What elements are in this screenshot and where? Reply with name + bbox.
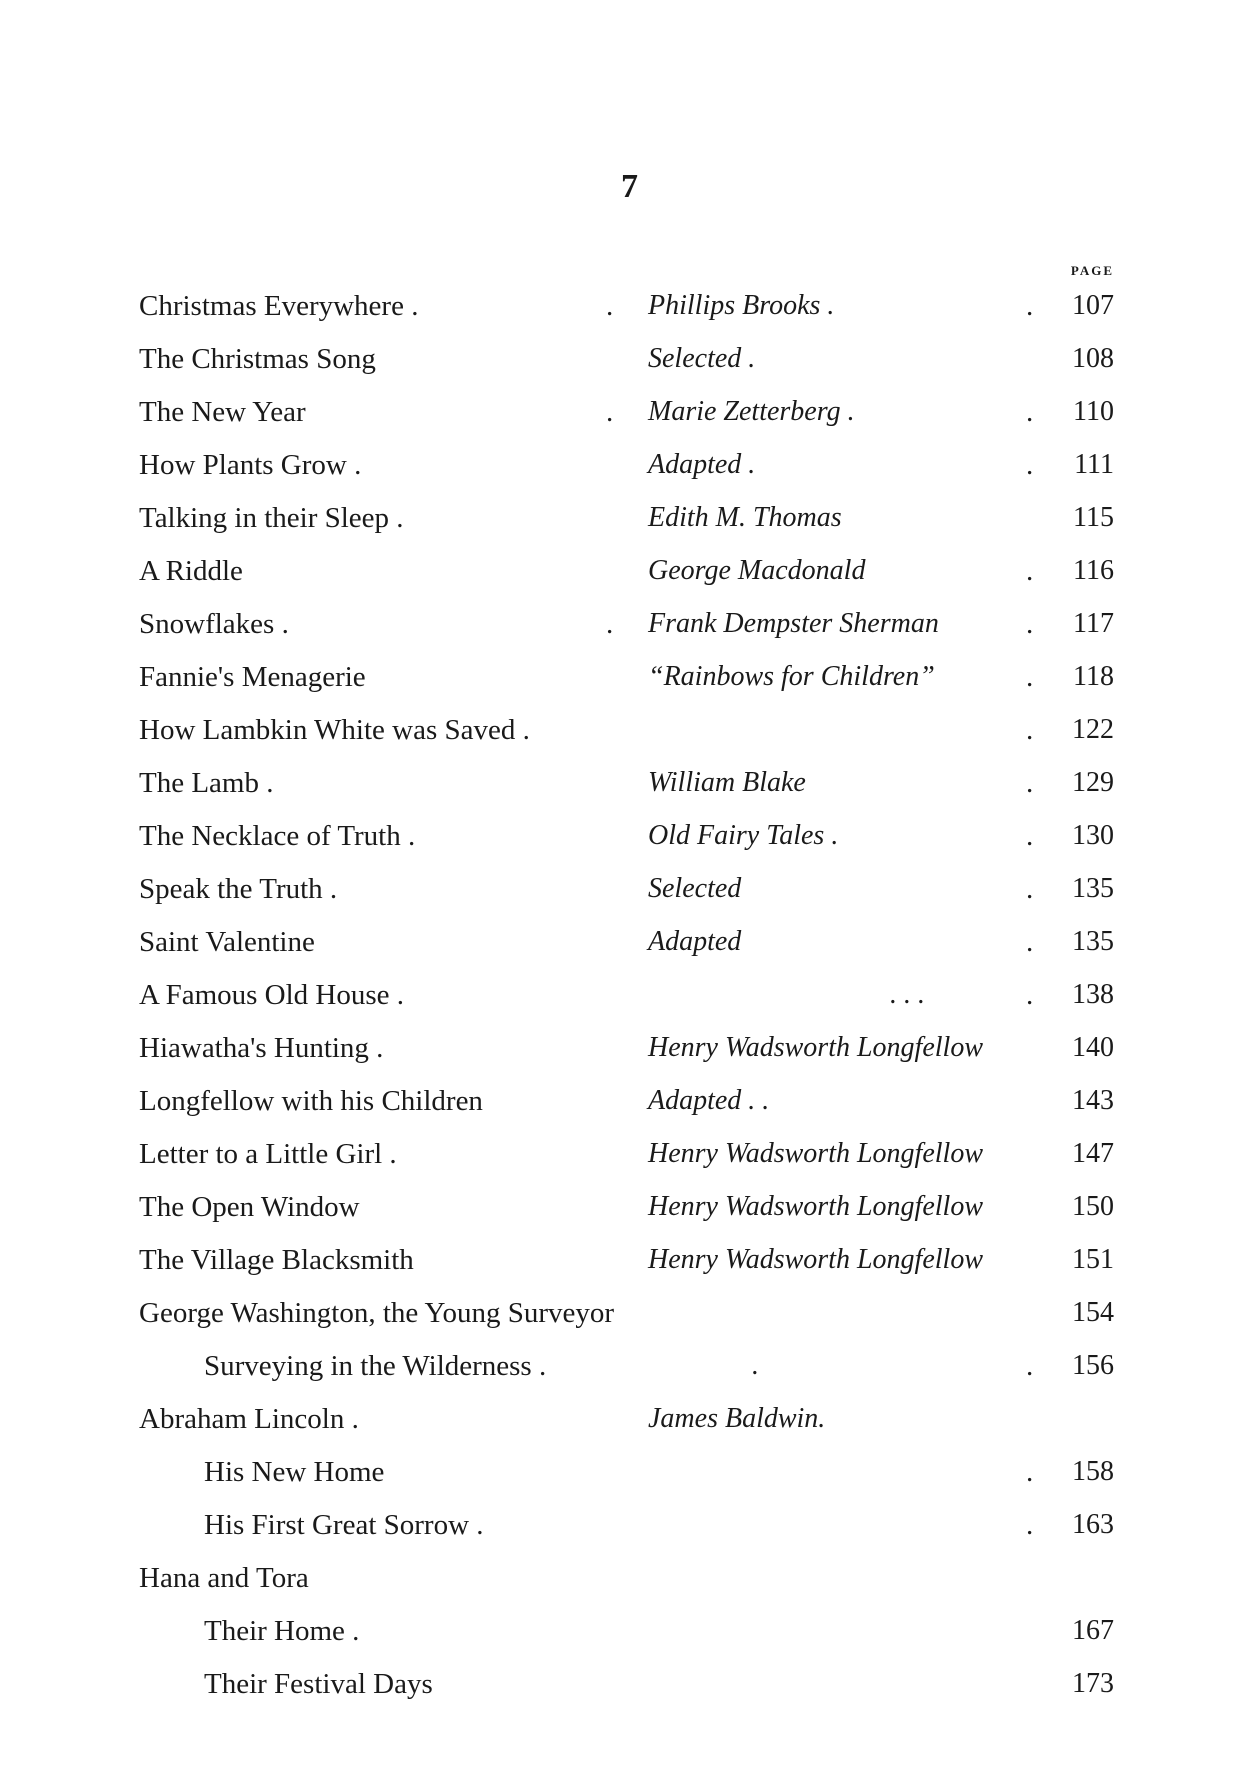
entry-page: 130 — [1072, 820, 1114, 851]
toc-entry — [0, 759, 1259, 812]
entry-author: Old Fairy Tales . — [648, 820, 839, 851]
leader-dot: . — [1026, 1456, 1034, 1488]
entry-author: Henry Wadsworth Longfellow — [648, 1138, 983, 1169]
page-number: 7 — [621, 168, 638, 205]
entry-title: Speak the Truth . — [139, 873, 338, 905]
entry-author: Adapted . — [648, 449, 756, 480]
entry-page: 156 — [1072, 1350, 1114, 1381]
entry-title: Surveying in the Wilderness . — [204, 1350, 547, 1382]
leader-dot: . — [1026, 714, 1034, 746]
entry-page: 118 — [1073, 661, 1114, 692]
entry-author: Selected — [648, 873, 742, 904]
toc-entry — [0, 865, 1259, 918]
toc-entry — [0, 1024, 1259, 1077]
toc-entry — [0, 706, 1259, 759]
leader-dot: . — [1026, 555, 1034, 587]
entry-title: Letter to a Little Girl . — [139, 1138, 397, 1170]
entry-page: 129 — [1072, 767, 1114, 798]
toc-entry — [0, 494, 1259, 547]
toc-entry — [0, 547, 1259, 600]
entry-author: Henry Wadsworth Longfellow — [648, 1191, 983, 1222]
entry-page: 167 — [1072, 1615, 1114, 1646]
toc-entry — [0, 1077, 1259, 1130]
entry-author: “Rainbows for Children” — [648, 661, 935, 692]
entry-author: Selected . — [648, 343, 756, 374]
leader-dot: . — [1026, 926, 1034, 958]
entry-author: James Baldwin. — [648, 1403, 826, 1434]
entry-title: Saint Valentine — [139, 926, 315, 958]
entry-title: Christmas Everywhere . — [139, 290, 419, 322]
entry-author: Henry Wadsworth Longfellow — [648, 1244, 983, 1275]
entry-author: George Macdonald — [648, 555, 866, 586]
entry-author: Frank Dempster Sherman — [648, 608, 939, 639]
toc-entry — [0, 971, 1259, 1024]
leader-dot: . — [1026, 449, 1034, 481]
leader-dot: . — [1026, 661, 1034, 693]
entry-page: 151 — [1072, 1244, 1114, 1275]
entry-page: 111 — [1074, 449, 1114, 480]
entry-title: The New Year — [139, 396, 306, 428]
toc-entry — [0, 1448, 1259, 1501]
toc-entry — [0, 1395, 1259, 1448]
entry-page: 107 — [1072, 290, 1114, 321]
toc-entry — [0, 1183, 1259, 1236]
entry-page: 140 — [1072, 1032, 1114, 1063]
entry-title: A Riddle — [139, 555, 243, 587]
entry-title: Snowflakes . — [139, 608, 289, 640]
entry-title: How Lambkin White was Saved . — [139, 714, 530, 746]
leader-dot: . — [1026, 608, 1034, 640]
entry-author: William Blake — [648, 767, 806, 798]
entry-title: The Necklace of Truth . — [139, 820, 416, 852]
leader-dot: . — [1026, 290, 1034, 322]
entry-author: . . . — [890, 979, 925, 1010]
entry-title: George Washington, the Young Surveyor — [139, 1297, 615, 1329]
entry-page: 115 — [1073, 502, 1114, 533]
entry-author: Edith M. Thomas — [648, 502, 842, 533]
leader-dot: . — [1026, 767, 1034, 799]
leader-dot: . — [1026, 1350, 1034, 1382]
entry-title: The Village Blacksmith — [139, 1244, 414, 1276]
entry-title: Hiawatha's Hunting . — [139, 1032, 384, 1064]
entry-page: 138 — [1072, 979, 1114, 1010]
toc-entry — [0, 282, 1259, 335]
entry-page: 116 — [1073, 555, 1114, 586]
toc-entry — [0, 653, 1259, 706]
entry-page: 163 — [1072, 1509, 1114, 1540]
toc-entry — [0, 1342, 1259, 1395]
entry-page: 135 — [1072, 926, 1114, 957]
entry-title: Their Home . — [204, 1615, 360, 1647]
entry-author: Adapted — [648, 926, 742, 957]
toc-entry — [0, 1554, 1259, 1607]
entry-page: 108 — [1072, 343, 1114, 374]
entry-page: 117 — [1073, 608, 1114, 639]
entry-page: 173 — [1072, 1668, 1114, 1699]
entry-title: The Lamb . — [139, 767, 274, 799]
entry-page: 158 — [1072, 1456, 1114, 1487]
toc-entry — [0, 1236, 1259, 1289]
toc-entry — [0, 812, 1259, 865]
toc-entry — [0, 441, 1259, 494]
toc-entry — [0, 1607, 1259, 1660]
toc-entry — [0, 335, 1259, 388]
toc-entry — [0, 388, 1259, 441]
entry-title: Talking in their Sleep . — [139, 502, 404, 534]
leader-dot: . — [606, 396, 614, 428]
toc-entry — [0, 1289, 1259, 1342]
leader-dot: . — [606, 608, 614, 640]
entry-page: 154 — [1072, 1297, 1114, 1328]
entry-title: His First Great Sorrow . — [204, 1509, 484, 1541]
entry-title: Hana and Tora — [139, 1562, 309, 1594]
entry-author: Adapted . . — [648, 1085, 770, 1116]
toc-entry — [0, 1130, 1259, 1183]
entry-title: The Christmas Song — [139, 343, 376, 375]
entry-title: The Open Window — [139, 1191, 360, 1223]
entry-title: Abraham Lincoln . — [139, 1403, 359, 1435]
leader-dot: . — [1026, 396, 1034, 428]
entry-title: Fannie's Menagerie — [139, 661, 366, 693]
entry-author: Phillips Brooks . — [648, 290, 835, 321]
leader-dot: . — [1026, 979, 1034, 1011]
leader-dot: . — [1026, 873, 1034, 905]
entry-title: His New Home — [204, 1456, 385, 1488]
entry-page: 150 — [1072, 1191, 1114, 1222]
toc-entry — [0, 600, 1259, 653]
entry-page: 143 — [1072, 1085, 1114, 1116]
leader-dot: . — [606, 290, 614, 322]
entry-title: Longfellow with his Children — [139, 1085, 483, 1117]
entry-title: Their Festival Days — [204, 1668, 433, 1700]
toc-entry — [0, 1501, 1259, 1554]
entry-title: How Plants Grow . — [139, 449, 362, 481]
page-column-header: PAGE — [1070, 263, 1114, 278]
leader-dot: . — [1026, 820, 1034, 852]
entry-page: 122 — [1072, 714, 1114, 745]
entry-title: A Famous Old House . — [139, 979, 405, 1011]
entry-author: . — [752, 1350, 759, 1381]
entry-page: 135 — [1072, 873, 1114, 904]
leader-dot: . — [1026, 1509, 1034, 1541]
toc-entry — [0, 918, 1259, 971]
entry-author: Marie Zetterberg . — [648, 396, 855, 427]
entry-page: 147 — [1072, 1138, 1114, 1169]
entry-page: 110 — [1073, 396, 1114, 427]
toc-entry — [0, 1660, 1259, 1713]
entry-author: Henry Wadsworth Longfellow — [648, 1032, 983, 1063]
